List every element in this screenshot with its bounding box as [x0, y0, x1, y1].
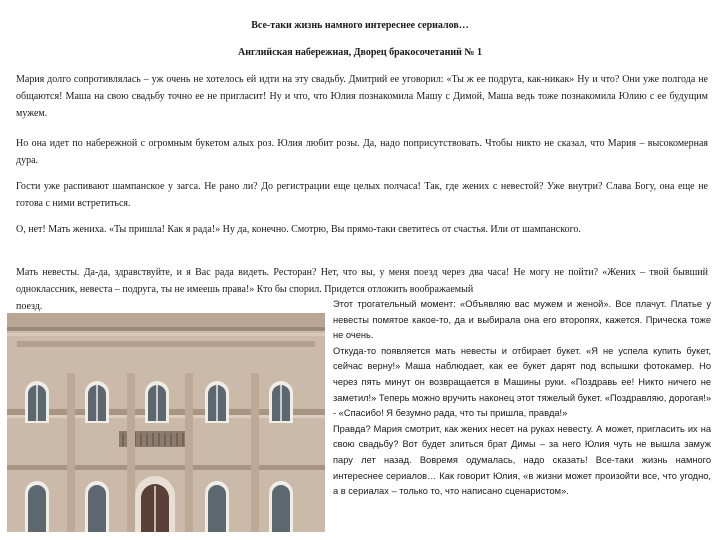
side-paragraph-1: Этот трогательный момент: «Объявляю вас мужем и женой». Все плачут. Платье у невесты помятое какое-то, да и выбирала она его второпях, кажется. Прическа тоже не очень. — [333, 299, 711, 341]
building-photo — [7, 313, 325, 532]
paragraph-5: Мать невесты. Да-да, здравствуйте, и я Вас рада видеть. Ресторан? Нет, что вы, у меня поезд через два часа! Не могу не пойти? «Жених – твой бывший одноклассник, невеста – подруга, ты не имеешь права!» Кто бы спорил. Придется отложить воображаемый — [16, 267, 708, 295]
side-text-column — [333, 297, 711, 500]
page-title: Все-таки жизнь намного интереснее сериалов… — [251, 20, 469, 31]
paragraph-3: Гости уже распивают шампанское у загса. Не рано ли? До регистрации еще целых полчаса! Так, где жених с невестой? Уже внутри? Слава Богу, она еще не готова с ними встретиться. — [16, 181, 708, 209]
page-subtitle: Английская набережная, Дворец бракосочетаний № 1 — [238, 47, 482, 58]
paragraph-2: Но она идет по набережной с огромным букетом алых роз. Юлия любит розы. Да, надо поприсутствовать. Чтобы никто не сказал, что Мария – высокомерная дура. — [16, 138, 708, 166]
side-paragraph-3: Правда? Мария смотрит, как жених несет на руках невесту. А может, пригласить их на свою свадьбу? Вот будет злиться брат Димы – за него Юлия чуть не вышла замуж пару лет назад. Вовремя одумалась, надо сказать! Все-таки жизнь намного интереснее сериалов… Как говорит Юлия, «в жизни может произойти все, что угодно, а в сериалах – только то, что написано сценаристом». — [333, 423, 711, 497]
side-paragraph-2: Откуда-то появляется мать невесты и отбирает букет. «Я не успела купить букет, сейчас верну!» Маша наблюдает, как ее букет дарят под вспышки фотокамер. Но через пять минут он возвращается в Машины руки. «Поздравь ее! Никто ничего не заметил!» Теперь можно вручить наконец этот тяжелый букет. «Поздравляю, дорогая!» - «Спасибо! Я безумно рада, что ты пришла, правда!» — [333, 345, 711, 419]
paragraph-4: О, нет! Мать жениха. «Ты пришла! Как я рада!» Ну да, конечно. Смотрю, Вы прямо-таки светитесь от счастья. Или от шампанского. — [16, 224, 581, 235]
paragraph-1: Мария долго сопротивлялась – уж очень не хотелось ей идти на эту свадьбу. Дмитрий ее уговорил: «Ты ж ее подруга, как-никак» Ну и что? Они уже полгода не общаются! Маша на свою свадьбу точно ее не пригласит! Ну и что, что Юлия познакомила Машу с Димой, Маша ведь тоже познакомила Юлию с ее будущим мужем. — [16, 74, 708, 119]
paragraph-5-end: поезд. — [16, 301, 43, 312]
